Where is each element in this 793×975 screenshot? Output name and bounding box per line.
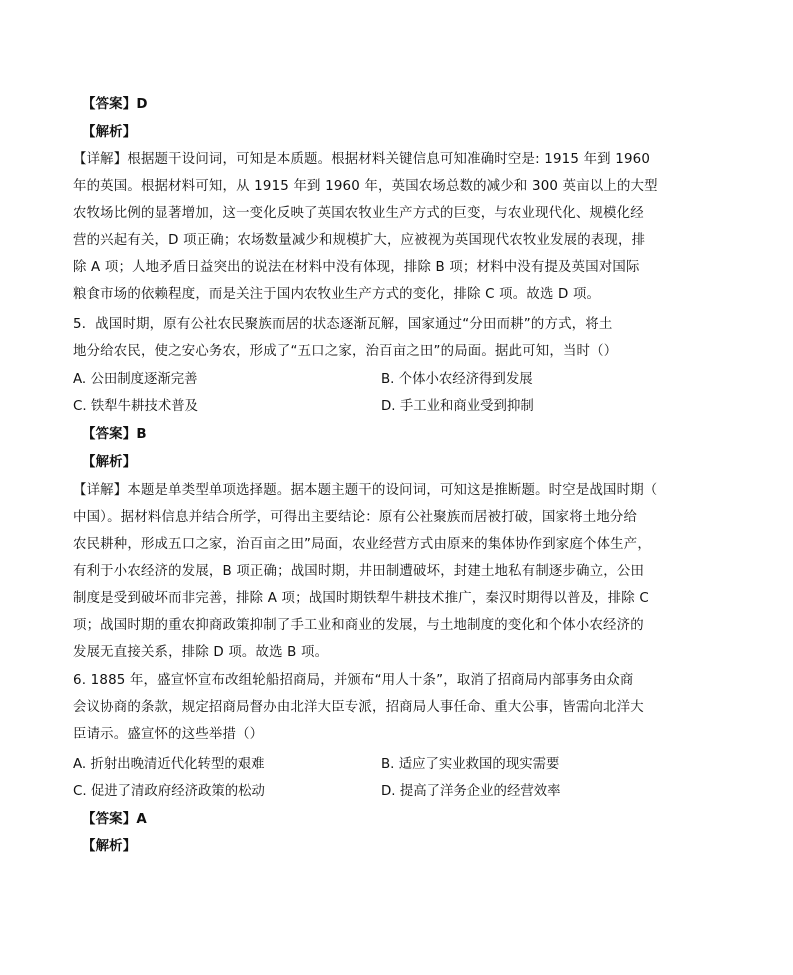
detail-line: 发展无直接关系，排除 D 项。故选 B 项。 — [73, 645, 329, 660]
detail-line: 中国）。据材料信息并结合所学，可得出主要结论：原有公社聚族而居被打破，国家将土地分给 — [73, 510, 638, 525]
analysis-label: 【解析】 — [82, 839, 137, 854]
option-b: B. 适应了实业救国的现实需要 — [381, 757, 560, 772]
detail-line: 项；战国时期的重农抑商政策抑制了手工业和商业的发展，与土地制度的变化和个体小农经济的 — [73, 618, 644, 633]
analysis-label: 【解析】 — [82, 455, 137, 470]
option-c: C. 铁犁牛耕技术普及 — [73, 399, 198, 414]
detail-line: 年的英国。根据材料可知，从 1915 年到 1960 年，英国农场总数的减少和 300 英亩以上的大型 — [73, 179, 658, 194]
option-d: D. 手工业和商业受到抑制 — [381, 399, 534, 414]
option-a: A. 公田制度逐渐完善 — [73, 372, 198, 387]
question-6-stem: 会议协商的条款，规定招商局督办由北洋大臣专派，招商局人事任命、重大公事，皆需向北洋大 — [73, 700, 644, 715]
option-c: C. 促进了清政府经济政策的松动 — [73, 784, 265, 799]
question-6-stem: 臣请示。盛宣怀的这些举措（） — [73, 727, 264, 742]
detail-line: 除 A 项；人地矛盾日益突出的说法在材料中没有体现，排除 B 项；材料中没有提及英国对国际 — [73, 260, 640, 275]
detail-line: 粮食市场的依赖程度，而是关注于国内农牧业生产方式的变化，排除 C 项。故选 D 项。 — [73, 287, 601, 302]
detail-line: 营的兴起有关，D 项正确；农场数量减少和规模扩大，应被视为英国现代农牧业发展的表现，排 — [73, 233, 646, 248]
detail-line: 农牧场比例的显著增加，这一变化反映了英国农牧业生产方式的巨变，与农业现代化、规模化经 — [73, 206, 644, 221]
answer-label: 【答案】D — [82, 97, 148, 112]
question-5-stem: 地分给农民，使之安心务农，形成了“五口之家，治百亩之田”的局面。据此可知，当时（） — [73, 344, 618, 359]
option-a: A. 折射出晚清近代化转型的艰难 — [73, 757, 265, 772]
answer-label: 【答案】A — [82, 812, 147, 827]
question-6-stem: 6. 1885 年，盛宣怀宣布改组轮船招商局，并颁布“用人十条”，取消了招商局内部事务由众商 — [73, 673, 634, 688]
option-b: B. 个体小农经济得到发展 — [381, 372, 533, 387]
detail-line: 【详解】本题是单类型单项选择题。据本题主题干的设问词，可知这是推断题。时空是战国时期（ — [73, 483, 658, 498]
answer-label: 【答案】B — [82, 427, 147, 442]
detail-line: 制度是受到破坏而非完善，排除 A 项；战国时期铁犁牛耕技术推广，秦汉时期得以普及，排除 C — [73, 591, 649, 606]
detail-line: 有利于小农经济的发展，B 项正确；战国时期，井田制遭破坏，封建土地私有制逐步确立，公田 — [73, 564, 645, 579]
detail-line: 【详解】根据题干设问词，可知是本质题。根据材料关键信息可知准确时空是: 1915 年到 1960 — [73, 152, 651, 167]
analysis-label: 【解析】 — [82, 125, 137, 140]
option-d: D. 提高了洋务企业的经营效率 — [381, 784, 561, 799]
detail-line: 农民耕种，形成五口之家，治百亩之田”局面，农业经营方式由原来的集体协作到家庭个体生产， — [73, 537, 651, 552]
question-5-stem: 5．战国时期，原有公社农民聚族而居的状态逐渐瓦解，国家通过“分田而耕”的方式，将土 — [73, 317, 613, 332]
